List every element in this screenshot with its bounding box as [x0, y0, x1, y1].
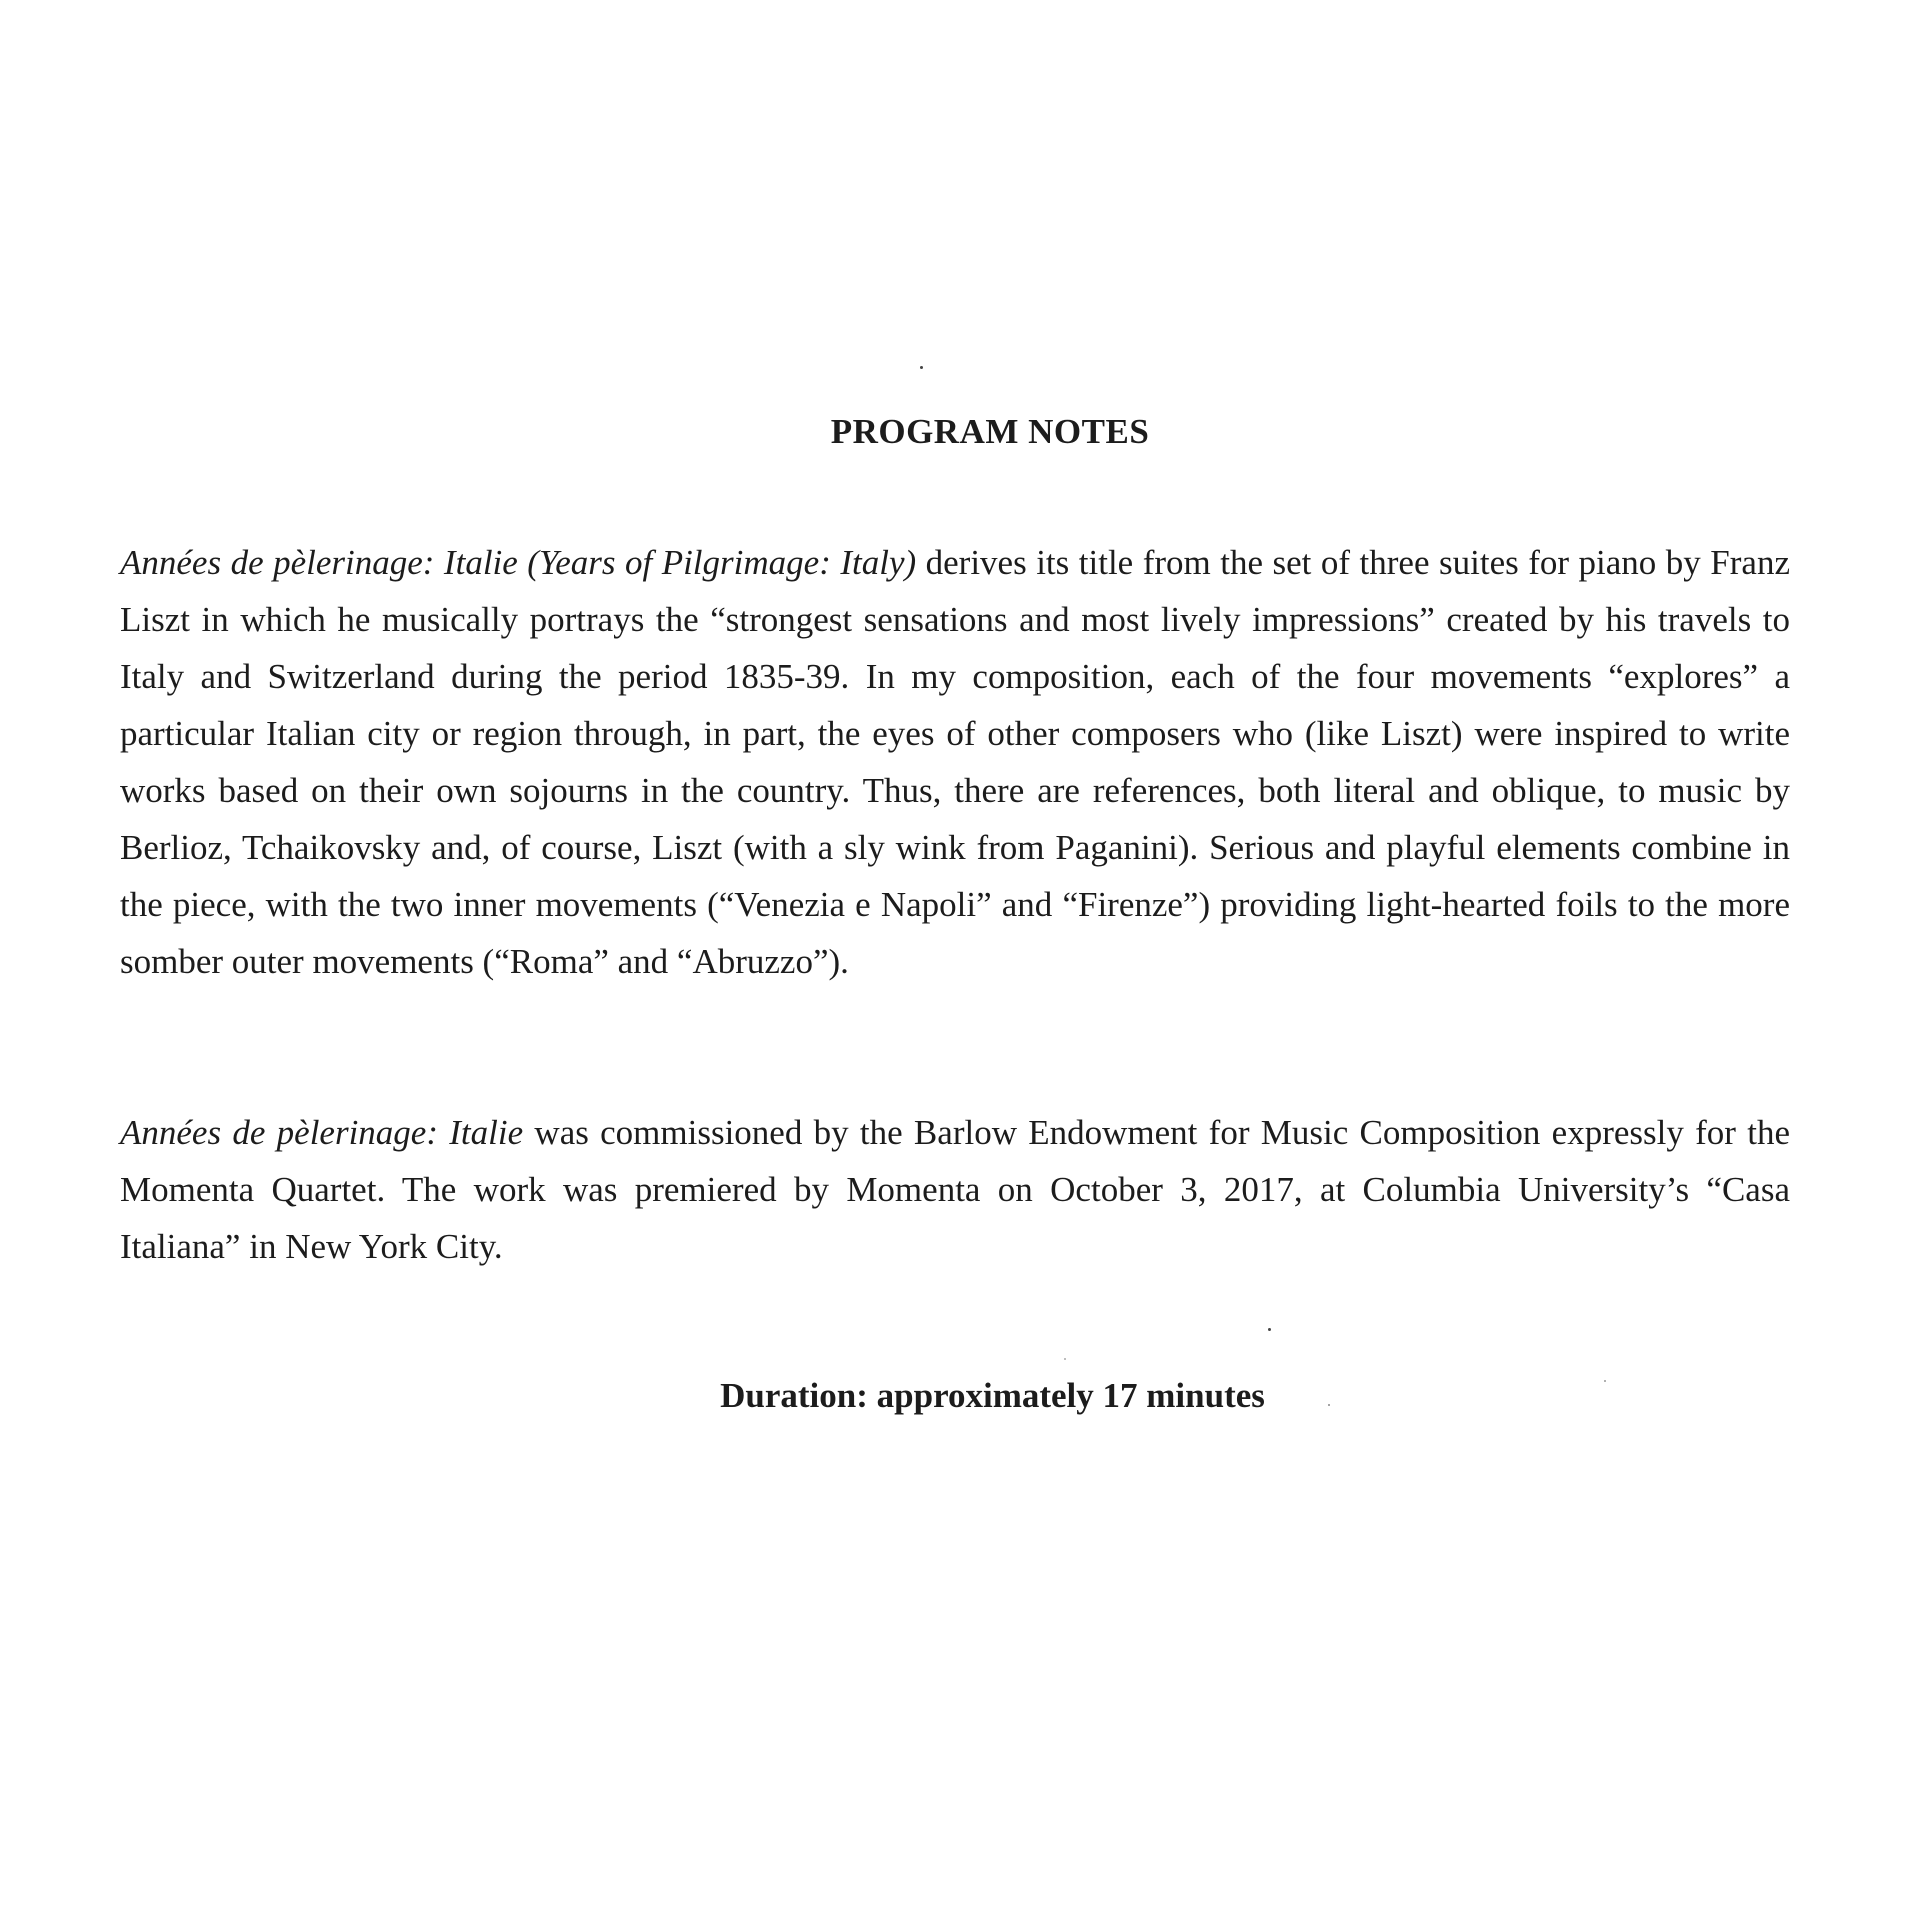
scan-speck	[1268, 1328, 1271, 1331]
scan-speck	[920, 366, 923, 369]
duration-line: Duration: approximately 17 minutes	[720, 1376, 1265, 1415]
work-title-italic: Années de pèlerinage: Italie (Years of Pilgrimage: Italy)	[120, 543, 917, 582]
paragraph-1-text: derives its title from the set of three suites for piano by Franz Liszt in which he musically portrays the “strongest sensations and most lively impressions” created by his travels to Italy and Switzerland during the period 1835-39. In my composition, each of the four movements “explores” a particular Italian city or region through, in part, the eyes of other composers who (like Liszt) were inspired to write works based on their own sojourns in the country. Thus, there are references, both literal and oblique, to music by Berlioz, Tchaikovsky and, of course, Liszt (with a sly wink from Paganini). Serious and playful elements combine in the piece, with the two inner movements (“Venezia e Napoli” and “Firenze”) providing light-hearted foils to the more somber outer movements (“Roma” and “Abruzzo”).	[120, 543, 1790, 981]
scan-speck	[1604, 1380, 1606, 1382]
page-title: PROGRAM NOTES	[830, 412, 1150, 451]
paragraph-2-text: was commissioned by the Barlow Endowment for Music Composition expressly for the Momenta Quartet. The work was premiered by Momenta on October 3, 2017, at Columbia University’s “Casa Italiana” in New York City.	[120, 1113, 1790, 1266]
notes-paragraph-2	[120, 1104, 1790, 1275]
notes-paragraph-1	[120, 534, 1790, 990]
scan-speck	[1064, 1358, 1066, 1360]
scan-speck	[1328, 1404, 1330, 1406]
work-title-italic: Années de pèlerinage: Italie	[120, 1113, 524, 1152]
